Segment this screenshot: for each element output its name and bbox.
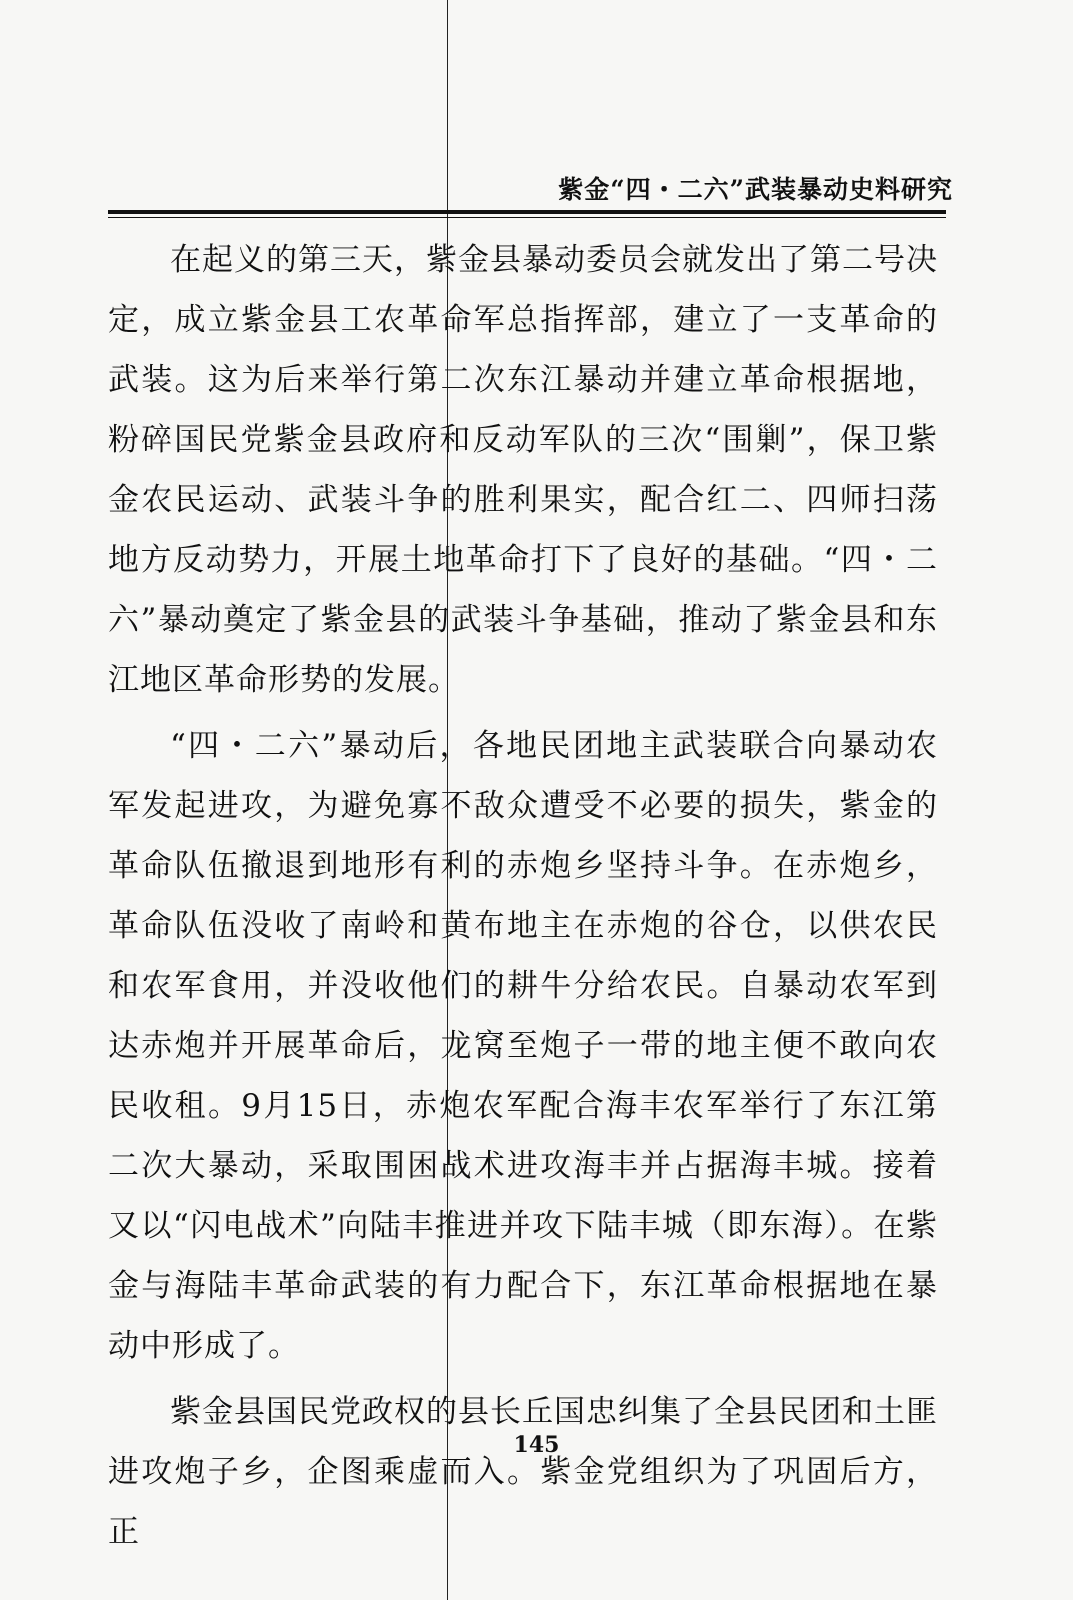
paragraph-1: 在起义的第三天，紫金县暴动委员会就发出了第二号决定，成立紫金县工农革命军总指挥部，建立了一支革命的武装。这为后来举行第二次东江暴动并建立革命根据地，粉碎国民党紫金县政府和反动军队的三次“围剿”，保卫紫金农民运动、武装斗争的胜利果实，配合红二、四师扫荡地方反动势力，开展土地革命打下了良好的基础。“四・二六”暴动奠定了紫金县的武装斗争基础，推动了紫金县和东江地区革命形势的发展。 [108,242,938,698]
header-rule-thick [108,210,946,214]
body-text [108,230,938,1562]
running-header: 紫金“四・二六”武装暴动史料研究 [558,175,953,204]
page-number: 145 [513,1432,560,1458]
header-rule-thin [108,217,946,218]
paragraph-2: “四・二六”暴动后，各地民团地主武装联合向暴动农军发起进攻，为避免寡不敌众遭受不必要的损失，紫金的革命队伍撤退到地形有利的赤炮乡坚持斗争。在赤炮乡，革命队伍没收了南岭和黄布地主在赤炮的谷仓，以供农民和农军食用，并没收他们的耕牛分给农民。自暴动农军到达赤炮并开展革命后，龙窝至炮子一带的地主便不敢向农民收租。9月15日，赤炮农军配合海丰农军举行了东江第二次大暴动，采取围困战术进攻海丰并占据海丰城。接着又以“闪电战术”向陆丰推进并攻下陆丰城（即东海）。在紫金与海陆丰革命武装的有力配合下，东江革命根据地在暴动中形成了。 [108,728,938,1364]
paragraph-3: 紫金县国民党政权的县长丘国忠纠集了全县民团和土匪进攻炮子乡，企图乘虚而入。紫金党组织为了巩固后方，正 [108,1394,938,1550]
